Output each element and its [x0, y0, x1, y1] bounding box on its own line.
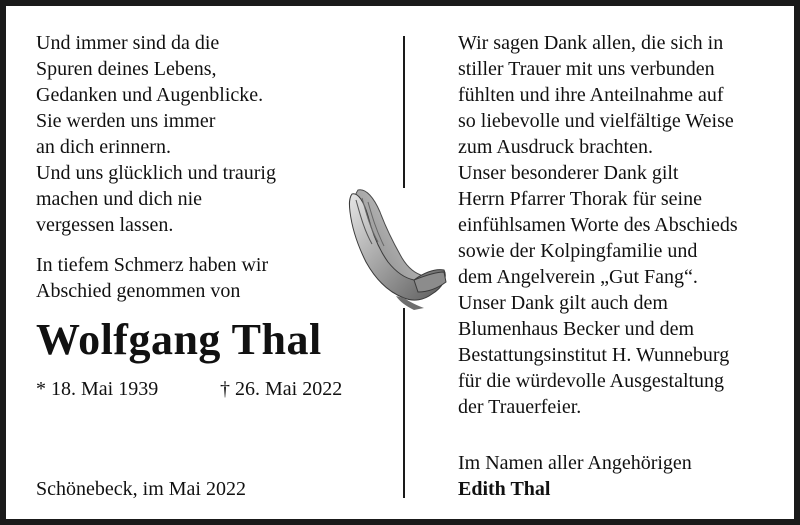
birth-date: * 18. Mai 1939	[36, 378, 159, 400]
column-divider-top	[403, 36, 405, 188]
thanks-line: Unser Dank gilt auch dem	[458, 292, 668, 314]
thanks-line: Unser besonderer Dank gilt	[458, 162, 679, 184]
thanks-line: Herrn Pfarrer Thorak für seine	[458, 188, 702, 210]
announcement-text	[36, 252, 376, 304]
signoff	[458, 450, 788, 502]
verse-line: Spuren deines Lebens,	[36, 58, 217, 80]
thanks-line: sowie der Kolpingfamilie und	[458, 240, 698, 262]
announcement-line: Abschied genommen von	[36, 280, 241, 302]
verse-line: vergessen lassen.	[36, 214, 174, 236]
place-date: Schönebeck, im Mai 2022	[36, 478, 246, 500]
thanks-line: Blumenhaus Becker und dem	[458, 318, 695, 340]
thanks-text	[458, 30, 788, 420]
right-column	[458, 30, 788, 420]
thanks-line: einfühlsamen Worte des Abschieds	[458, 214, 738, 236]
memorial-verse	[36, 30, 376, 238]
signature: Edith Thal	[458, 478, 551, 500]
thanks-line: der Trauerfeier.	[458, 396, 582, 418]
thanks-line: zum Ausdruck brachten.	[458, 136, 653, 158]
thanks-line: dem Angelverein „Gut Fang“.	[458, 266, 698, 288]
signoff-line: Im Namen aller Angehörigen	[458, 452, 692, 474]
deceased-name: Wolfgang Thal	[36, 315, 322, 364]
thanks-line: so liebevolle und vielfältige Weise	[458, 110, 734, 132]
verse-line: an dich erinnern.	[36, 136, 171, 158]
thanks-line: Wir sagen Dank allen, die sich in	[458, 32, 724, 54]
announcement-line: In tiefem Schmerz haben wir	[36, 254, 269, 276]
thanks-line: fühlten und ihre Anteilnahme auf	[458, 84, 724, 106]
verse-line: Und immer sind da die	[36, 32, 220, 54]
thanks-line: Bestattungsinstitut H. Wunneburg	[458, 344, 730, 366]
thanks-line: für die würdevolle Ausgestaltung	[458, 370, 725, 392]
left-column	[36, 30, 376, 304]
verse-line: Sie werden uns immer	[36, 110, 216, 132]
verse-line: Und uns glücklich und traurig	[36, 162, 276, 184]
verse-line: machen und dich nie	[36, 188, 203, 210]
thanks-line: stiller Trauer mit uns verbunden	[458, 58, 715, 80]
death-date: † 26. Mai 2022	[220, 378, 343, 400]
praying-hands-icon	[344, 184, 450, 310]
verse-line: Gedanken und Augenblicke.	[36, 84, 264, 106]
column-divider-bottom	[403, 308, 405, 498]
